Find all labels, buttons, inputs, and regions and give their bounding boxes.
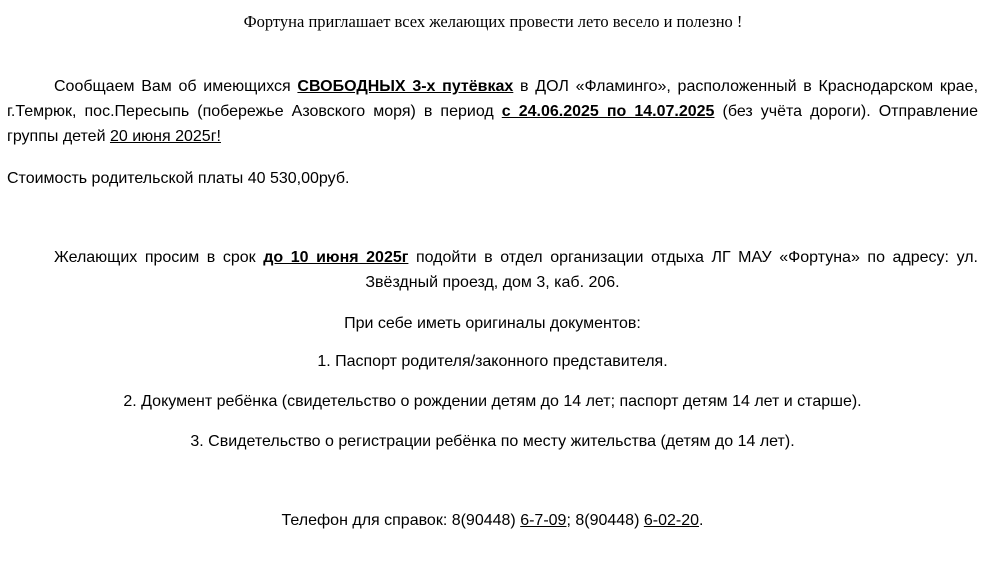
contact-paragraph	[7, 508, 978, 533]
page-title: Фортуна приглашает всех желающих провести лето весело и полезно !	[243, 12, 743, 31]
application-intro: Желающих просим в срок	[54, 249, 264, 266]
phone-code-2: 8(90448)	[575, 512, 644, 529]
document-item-2: 2. Документ ребёнка (свидетельство о рождении детям до 14 лет; паспорт детям 14 лет и старше).	[123, 393, 862, 410]
documents-heading: При себе иметь оригиналы документов:	[344, 315, 641, 332]
phone-number-1: 6-7-09	[520, 512, 567, 529]
contact-label: Телефон для справок:	[281, 512, 452, 529]
contact-end: .	[699, 512, 704, 529]
announcement-paragraph	[7, 74, 978, 149]
announcement-intro: Сообщаем Вам об имеющихся	[54, 78, 298, 95]
application-details: подойти в отдел организации отдыха ЛГ МАУ «Фортуна» по адресу: ул. Звёздный проезд, дом 3, каб. 206.	[365, 249, 978, 291]
camp-description: в ДОЛ «Фламинго», расположенный в Краснодарском крае, г.Темрюк, пос.Пересыпь (побережье Азовского моря) в период	[7, 78, 979, 120]
phone-number-2: 6-02-20	[643, 512, 699, 529]
period-note: (без учёта дороги). Отправление группы детей	[7, 103, 979, 145]
phone-separator: ;	[566, 512, 576, 529]
vouchers-highlight: СВОБОДНЫХ 3-х путёвках	[297, 78, 514, 95]
period-highlight: с 24.06.2025 по 14.07.2025	[501, 103, 715, 120]
phone-code-1: 8(90448)	[451, 512, 521, 529]
cost-paragraph: Стоимость родительской платы 40 530,00руб.	[7, 170, 350, 187]
deadline-highlight: до 10 июня 2025г	[263, 249, 409, 266]
document-item-3: 3. Свидетельство о регистрации ребёнка по месту жительства (детям до 14 лет).	[190, 433, 795, 450]
document-item-1: 1. Паспорт родителя/законного представителя.	[317, 353, 668, 370]
departure-date: 20 июня 2025г!	[109, 128, 221, 145]
application-paragraph	[7, 245, 978, 295]
